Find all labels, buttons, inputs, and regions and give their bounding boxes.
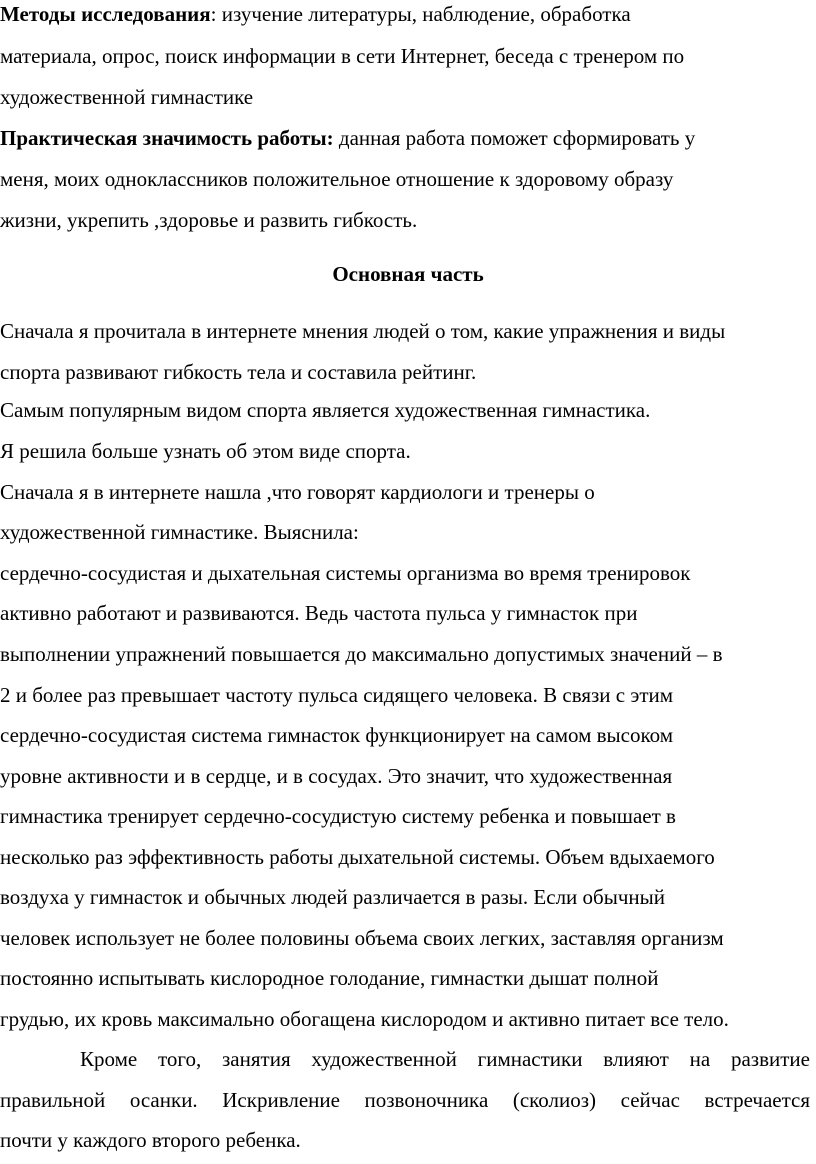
body-line: Сначала я прочитала в интернете мнения людей о том, какие упражнения и виды bbox=[0, 319, 726, 343]
body-line: воздуха у гимнасток и обычных людей различается в разы. Если обычный bbox=[0, 885, 665, 909]
significance-line-2: меня, моих одноклассников положительное отношение к здоровому образу bbox=[0, 167, 674, 191]
body-line: сердечно-сосудистая система гимнасток функционирует на самом высоком bbox=[0, 723, 674, 747]
body-line: выполнении упражнений повышается до максимально допустимых значений – в bbox=[0, 642, 723, 666]
posture-line-2: правильной осанки. Искривление позвоночника (сколиоз) сейчас встречается bbox=[0, 1088, 810, 1112]
body-line: 2 и более раз превышает частоту пульса сидящего человека. В связи с этим bbox=[0, 683, 674, 707]
methods-line-3: художественной гимнастике bbox=[0, 85, 254, 109]
posture-line-1: Кроме того, занятия художественной гимнастики влияют на развитие bbox=[80, 1047, 810, 1071]
significance-text-1: данная работа поможет сформировать у bbox=[333, 126, 696, 150]
methods-text-1: : изучение литературы, наблюдение, обработка bbox=[210, 2, 631, 26]
body-line: Самым популярным видом спорта является художественная гимнастика. bbox=[0, 398, 651, 422]
body-line: Сначала я в интернете нашла ,что говорят кардиологи и тренеры о bbox=[0, 480, 595, 504]
body-line: сердечно-сосудистая и дыхательная системы организма во время тренировок bbox=[0, 561, 691, 585]
body-line: спорта развивают гибкость тела и составила рейтинг. bbox=[0, 360, 477, 384]
body-line: несколько раз эффективность работы дыхательной системы. Объем вдыхаемого bbox=[0, 845, 715, 869]
significance-line-1 bbox=[0, 126, 695, 150]
body-line: грудью, их кровь максимально обогащена кислородом и активно питает все тело. bbox=[0, 1007, 729, 1031]
body-line: постоянно испытывать кислородное голодание, гимнастки дышат полной bbox=[0, 966, 659, 990]
significance-heading: Практическая значимость работы: bbox=[0, 126, 334, 150]
significance-line-3: жизни, укрепить ,здоровье и развить гибкость. bbox=[0, 208, 418, 232]
posture-line-3: почти у каждого второго ребенка. bbox=[0, 1128, 301, 1152]
methods-line-2: материала, опрос, поиск информации в сети Интернет, беседа с тренером по bbox=[0, 44, 685, 68]
body-line: уровне активности и в сердце, и в сосудах. Это значит, что художественная bbox=[0, 764, 673, 788]
section-title: Основная часть bbox=[332, 262, 484, 286]
body-line: человек использует не более половины объема своих легких, заставляя организм bbox=[0, 926, 724, 950]
body-line: Я решила больше узнать об этом виде спорта. bbox=[0, 439, 411, 463]
methods-heading: Методы исследования bbox=[0, 2, 211, 26]
methods-line-1 bbox=[0, 2, 631, 26]
body-line: гимнастика тренирует сердечно-сосудистую систему ребенка и повышает в bbox=[0, 804, 676, 828]
body-line: художественной гимнастике. Выяснила: bbox=[0, 520, 359, 544]
body-line: активно работают и развиваются. Ведь частота пульса у гимнасток при bbox=[0, 601, 638, 625]
